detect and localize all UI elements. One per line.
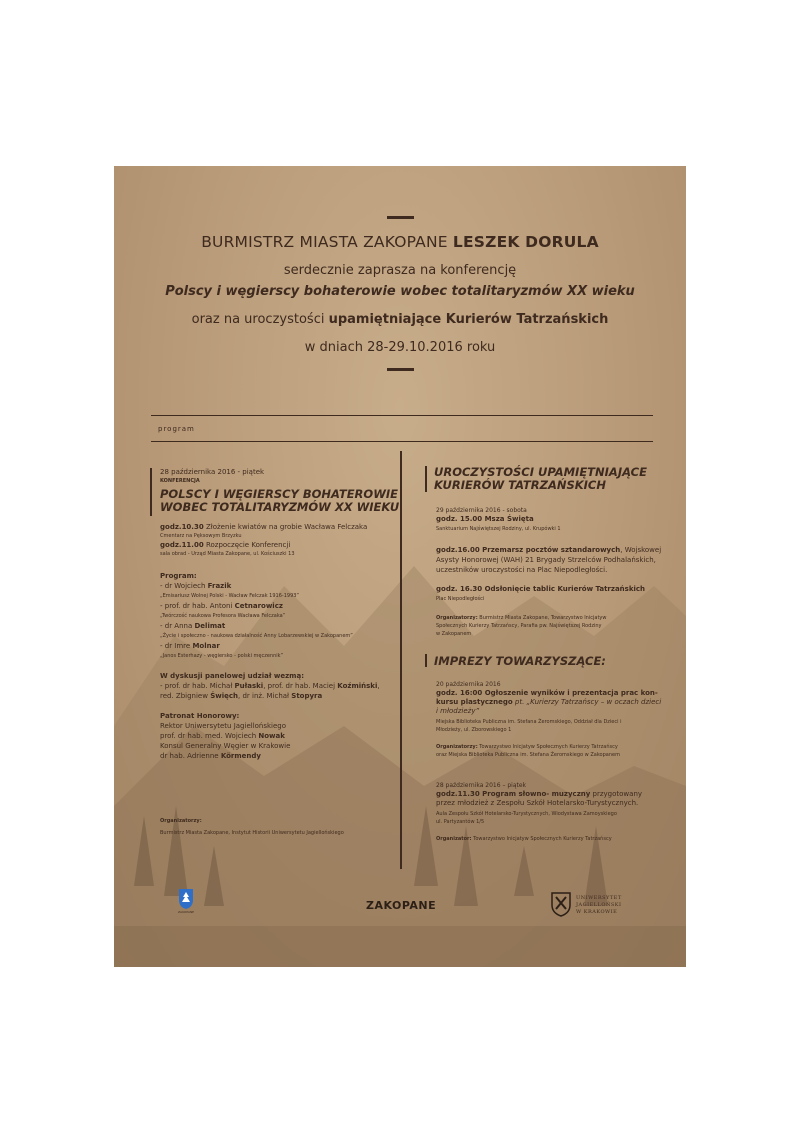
patron-line-1: Rektor Uniwersytetu Jagiellońskiego xyxy=(160,722,287,730)
program-bottom-rule xyxy=(151,441,653,442)
speaker-1-surname: Frazik xyxy=(207,582,232,590)
ceremony-normal: oraz na uroczystości xyxy=(191,312,329,327)
music-date: 28 października 2016 – piątek xyxy=(436,782,527,789)
ceremony-organizers-2: Społecznych Kurierzy Tatrzańscy, Parafia pw. Najświętszej Rodziny xyxy=(436,623,602,629)
zakopane-coat-of-arms-logo xyxy=(178,888,194,914)
university-crest-icon xyxy=(550,891,572,917)
speaker-3-name: - dr Anna xyxy=(160,622,195,630)
speaker-3-topic: „Życie i społeczno - naukowa działalność Anny Lobarzewskiej w Zakopanem” xyxy=(160,633,353,639)
panel-2d: Stopyra xyxy=(291,692,323,700)
event-opening-text: Rozpoczęcie Konferencji xyxy=(203,541,291,549)
headline-normal: BURMISTRZ MIASTA ZAKOPANE xyxy=(201,233,453,251)
event-opening-place: sala obrad - Urząd Miasta Zakopane, ul. Kościuszki 13 xyxy=(160,551,295,557)
plaque-place: Plac Niepodległości xyxy=(436,596,485,602)
ceremony-org-line1: Burmistrz Miasta Zakopane, Towarzystwo Inicjatyw xyxy=(477,615,607,621)
bottom-dash xyxy=(387,368,414,371)
music-line-2: przez młodzież z Zespołu Szkół Hotelarsko-Turystycznych. xyxy=(436,799,639,807)
plaque-event: godz. 16.30 Odsłonięcie tablic Kurierów Tatrzańskich xyxy=(436,585,646,593)
ceremony-date: 29 października 2016 - sobota xyxy=(436,507,527,514)
left-title-bar xyxy=(150,468,152,516)
right-title-bar xyxy=(425,466,427,492)
university-name-2: JAGIELLOŃSKI xyxy=(576,902,622,908)
headline xyxy=(114,233,686,251)
panel-1e: , xyxy=(377,682,380,690)
zakopane-wordmark-logo: ZAKOPANE xyxy=(366,899,437,912)
march-line-2: Asysty Honorowej (WAH) 21 Brygady Strzelców Podhalańskich, xyxy=(436,556,656,564)
music-place-1: Aula Zespołu Szkół Hotelarsko-Turystycznych, Wiodystawa Zamoyskiego xyxy=(436,811,617,817)
conference-heading-1: POLSCY I WĘGIERSCY BOHATEROWIE xyxy=(160,487,399,501)
contest-organizers-1 xyxy=(436,744,618,751)
contest-title: pt. „Kurierzy Tatrzańscy – w oczach dzieci xyxy=(512,698,662,706)
left-organizers-text: Burmistrz Miasta Zakopane, Instytut Historii Uniwersytetu Jagiellońskiego xyxy=(160,830,344,836)
speaker-1-topic: „Emisariusz Wolnej Polski - Wacław Felczak 1916-1993” xyxy=(160,593,300,599)
event-wreath-place: Cmentarz na Pęksowym Brzyzku xyxy=(160,533,242,539)
mass-place: Sanktuarium Najświętszej Rodziny, ul. Krupówki 1 xyxy=(436,526,561,532)
column-divider xyxy=(400,451,402,869)
invitation-line: serdecznie zaprasza na konferencję xyxy=(283,263,517,278)
music-rest: przygotowany xyxy=(590,790,643,798)
patron-2b: Nowak xyxy=(258,732,285,740)
patron-line-2 xyxy=(160,732,285,741)
contest-line-2 xyxy=(436,698,661,707)
event-wreath-text: Złożenie kwiatów na grobie Wacława Felczaka xyxy=(203,523,368,531)
event-wreath xyxy=(160,523,367,532)
ceremony-bold: upamiętniające Kurierów Tatrzańskich xyxy=(328,312,609,327)
speaker-4 xyxy=(160,642,220,651)
music-line-1 xyxy=(436,790,642,799)
speaker-4-topic: „Janos Esterhazy - węgiersko - polski męczennik” xyxy=(160,653,284,659)
music-place-2: ul. Partyzantów 1/5 xyxy=(436,819,485,825)
ceremony-organizers-1 xyxy=(436,615,606,622)
coat-of-arms-icon xyxy=(178,888,194,910)
speaker-1 xyxy=(160,582,231,591)
speaker-2-topic: „Twórczość naukowa Profesora Wacława Felczaka” xyxy=(160,613,286,619)
music-org: Towarzystwo Inicjatyw Społecznych Kurierzy Tatrzańscy xyxy=(471,836,612,842)
contest-org-1: Towarzystwo Inicjatyw Społecznych Kurierzy Tatrzańscy xyxy=(477,744,618,750)
speaker-4-surname: Molnar xyxy=(192,642,220,650)
contest-line-3: i młodzieży” xyxy=(436,707,480,715)
ceremony-line xyxy=(114,312,686,327)
music-bold: godz.11.30 Program słowno- muzyczny xyxy=(436,790,591,798)
patron-4b: Körmendy xyxy=(220,752,261,760)
left-organizers-heading: Organizatorzy: xyxy=(160,818,202,824)
speaker-4-name: - dr Imre xyxy=(160,642,193,650)
coat-of-arms-caption: ZAKOPANE xyxy=(178,910,195,914)
top-dash xyxy=(387,216,414,219)
panel-1c: , prof. dr hab. Maciej xyxy=(263,682,338,690)
program-label: program xyxy=(158,425,195,433)
march-rest: , Wojskowej xyxy=(620,546,662,554)
panel-line-1 xyxy=(160,682,380,691)
panel-heading: W dyskusji panelowej udział wezmą: xyxy=(160,672,304,680)
speaker-2 xyxy=(160,602,283,611)
patron-line-4 xyxy=(160,752,261,761)
event-opening-time: godz.11.00 xyxy=(160,541,204,549)
conference-date: 28 października 2016 - piątek xyxy=(160,468,265,476)
university-name-1: UNIWERSYTET xyxy=(576,895,622,901)
events-title-bar xyxy=(425,654,427,667)
patron-line-3: Konsul Generalny Węgier w Krakowie xyxy=(160,742,291,750)
panel-2a: red. Zbigniew xyxy=(160,692,211,700)
music-organizer xyxy=(436,836,612,843)
ceremony-heading-2: KURIERÓW TATRZAŃSKICH xyxy=(434,478,607,492)
panel-1b: Pułaski xyxy=(234,682,264,690)
march-line-1 xyxy=(436,546,661,555)
event-opening xyxy=(160,541,290,550)
dates-line: w dniach 28-29.10.2016 roku xyxy=(304,340,496,355)
contest-date: 20 października 2016 xyxy=(436,681,501,688)
speaker-1-name: - dr Wojciech xyxy=(160,582,208,590)
event-wreath-time: godz.10.30 xyxy=(160,523,204,531)
conference-heading-2: WOBEC TOTALITARYZMÓW XX WIEKU xyxy=(160,500,400,514)
march-line-3: uczestników uroczystości na Plac Niepodległości. xyxy=(436,566,608,574)
speaker-3 xyxy=(160,622,225,631)
jagiellonian-university-logo xyxy=(550,891,640,921)
panel-1d: Koźmiński xyxy=(337,682,378,690)
ceremony-org-head: Organizatorzy: xyxy=(436,615,478,621)
patron-heading: Patronat Honorowy: xyxy=(160,712,240,720)
contest-place-1: Miejska Biblioteka Publiczna im. Stefana Żeromskiego, Oddział dla Dzieci i xyxy=(436,719,622,725)
conference-kind: KONFERENCJA xyxy=(160,478,200,484)
contest-place-2: Młodzieży, ul. Zborowskiego 1 xyxy=(436,727,512,733)
contest-line-1: godz. 16:00 Ogłoszenie wyników i prezentacja prac kon- xyxy=(436,689,658,697)
panel-2c: , dr inż. Michał xyxy=(238,692,292,700)
patron-4a: dr hab. Adrienne xyxy=(160,752,221,760)
panel-line-2 xyxy=(160,692,322,701)
speaker-2-surname: Cetnarowicz xyxy=(234,602,283,610)
speaker-2-name: - prof. dr hab. Antoni xyxy=(160,602,235,610)
program-top-rule xyxy=(151,415,653,416)
march-bold: godz.16.00 Przemarsz pocztów sztandarowych xyxy=(436,546,621,554)
panel-1a: - prof. dr hab. Michał xyxy=(160,682,235,690)
program-heading: Program: xyxy=(160,572,197,580)
ceremony-heading-1: UROCZYSTOŚCI UPAMIĘTNIAJĄCE xyxy=(434,465,647,479)
music-org-head: Organizator: xyxy=(436,836,472,842)
university-name-3: W KRAKOWIE xyxy=(576,909,618,915)
conference-title: Polscy i węgierscy bohaterowie wobec totalitaryzmów XX wieku xyxy=(165,284,635,299)
patron-2a: prof. dr hab. med. Wojciech xyxy=(160,732,259,740)
panel-2b: Święch xyxy=(210,692,238,700)
contest-bold: kursu plastycznego xyxy=(436,698,513,706)
contest-org-head: Organizatorzy: xyxy=(436,744,478,750)
poster xyxy=(114,166,686,967)
headline-bold: LESZEK DORULA xyxy=(452,233,599,251)
contest-organizers-2: oraz Miejska Biblioteka Publiczna im. Stefana Żeromskiego w Zakopanem xyxy=(436,752,620,758)
speaker-3-surname: Delimat xyxy=(194,622,226,630)
ceremony-organizers-3: w Zakopanem xyxy=(436,631,472,637)
side-events-heading: IMPREZY TOWARZYSZĄCE: xyxy=(434,654,606,668)
mass-event: godz. 15.00 Msza Święta xyxy=(436,515,534,523)
